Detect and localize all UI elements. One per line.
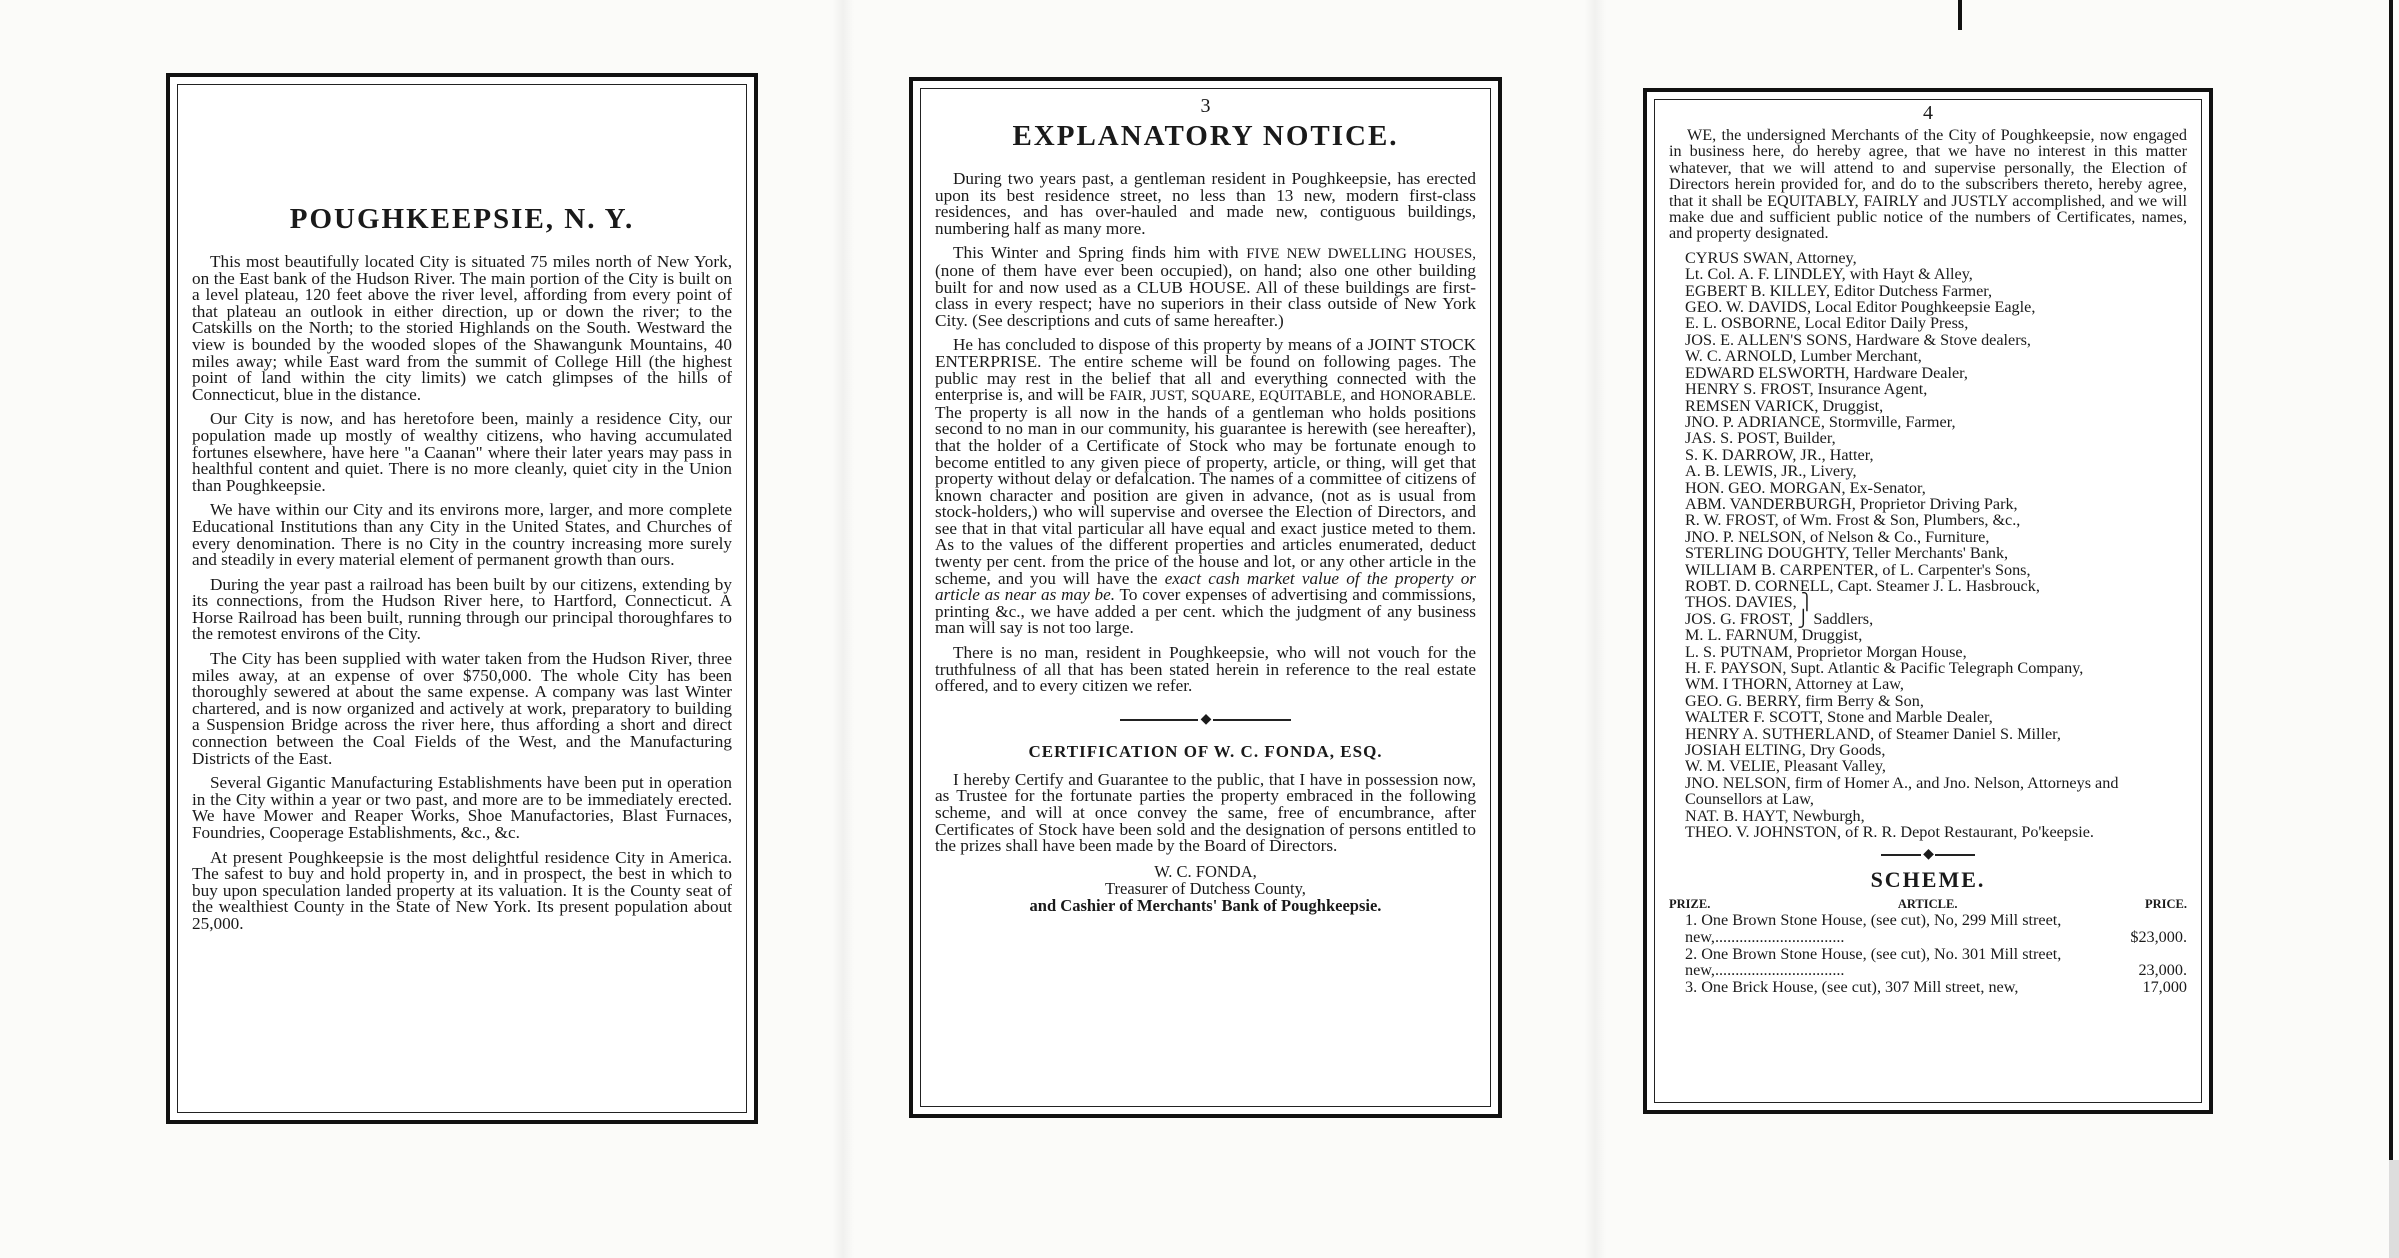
signature-line: Treasurer of Dutchess County, [1105,878,1306,898]
list-item: WILLIAM B. CARPENTER, of L. Carpenter's Sons, [1685,560,2031,579]
signature-line: and Cashier of Merchants' Bank of Poughkeepsie. [1029,895,1382,915]
fold-shadow-right [1584,0,1606,1258]
price-cell: 17,000 [2142,977,2187,996]
list-item: GEO. W. DAVIDS, Local Editor Poughkeepsie Eagle, [1685,298,2036,317]
price-cell: 23,000. [2138,961,2187,980]
text-run: and [1350,385,1376,405]
article-cell: 1. One Brown Stone House, (see cut), No, 299 Mill street, new,................................ [1685,911,2062,947]
page-edge-tab [2389,1160,2399,1258]
paragraph: WE, the undersigned Merchants of the City of Poughkeepsie, now engaged in business here, do hereby agree, that we have no interest in this matter whatever, that we will attend to and supervise personally, the Election of Directors herein provided for, and do to the subscribers thereto, hereby agree, that it shall be EQUITABLY, FAIRLY and JUSTLY accomplished, and we will make due and sufficient public notice of the numbers of Certificates, names, and property designated. [1669,126,2187,243]
emphasis-text: FIVE NEW DWELLING HOUSES, [1246,246,1477,263]
paragraph [935,245,1476,329]
list-item: M. L. FARNUM, Druggist, [1685,626,1863,645]
list-item: GEO. G. BERRY, firm Berry & Son, [1685,691,1924,710]
text-run: This Winter and Spring finds him with [953,243,1239,263]
list-item: R. W. FROST, of Wm. Frost & Son, Plumbers, &c., [1685,511,2021,530]
list-item: ABM. VANDERBURGH, Proprietor Driving Park, [1685,494,2018,513]
list-item: W. M. VELIE, Pleasant Valley, [1685,757,1886,776]
column-header: ARTICLE. [1897,897,1958,912]
fold-shadow-left [832,0,854,1258]
list-item: STERLING DOUGHTY, Teller Merchants' Bank, [1685,544,2009,563]
column-header: PRIZE. [1669,897,1711,912]
ornament-divider: ◆ [1669,846,2187,863]
list-item: JAS. S. POST, Builder, [1685,429,1836,448]
paragraph: This most beautifully located City is situated 75 miles north of New York, on the East bank of the Hudson River. The main portion of the City is built on a level plateau, 120 feet above the river level, affording from every point of that plateau an outlook in either direction, up or down the river; to the Catskills on the North; to the storied Highlands on the South. Westward the view is bounded by the wooded slopes of the Shawangunk Mountains, 40 miles away; while East ward from the summit of College Hill (the highest point of land within the city limits) we catch glimpses of the hills of Connecticut, blue in the distance. [192,252,732,404]
list-item: CYRUS SWAN, Attorney, [1685,248,1857,267]
list-item: L. S. PUTNAM, Proprietor Morgan House, [1685,642,1967,661]
list-item: JNO. P. ADRIANCE, Stormville, Farmer, [1685,412,1956,431]
signature-name: W. C. FONDA, [1154,861,1257,881]
list-item: REMSEN VARICK, Druggist, [1685,396,1884,415]
list-item: JNO. P. NELSON, of Nelson & Co., Furniture, [1685,527,1990,546]
page-edge-right [2389,0,2393,1258]
page-number: 4 [1923,102,1933,124]
section-title: SCHEME. [1870,867,1986,893]
list-item: Lt. Col. A. F. LINDLEY, with Hayt & Alley, [1685,265,1973,284]
page-title: EXPLANATORY NOTICE. [1012,120,1399,152]
list-item: HENRY S. FROST, Insurance Agent, [1685,380,1928,399]
article-cell: 2. One Brown Stone House, (see cut), No. 301 Mill street, new,................................ [1685,944,2062,980]
article-cell: 3. One Brick House, (see cut), 307 Mill street, new, [1685,977,2019,996]
paragraph [935,337,1476,637]
paragraph: There is no man, resident in Poughkeepsie, who will not vouch for the truthfulness of all that has been stated herein in reference to the real estate offered, and to every citizen we refer. [935,643,1476,696]
emphasis-text: FAIR, JUST, SQUARE, EQUITABLE, [1109,388,1346,405]
list-item: H. F. PAYSON, Supt. Atlantic & Pacific Telegraph Company, [1685,659,2084,677]
paragraph: At present Poughkeepsie is the most delightful residence City in America. The safest to buy and hold property in, and in prospect, the best in which to buy upon speculation landed property at its valuation. It is the County seat of the wealthiest County in the State of New York. Its present population about 25,000. [192,847,732,933]
scheme-header [1669,897,2187,912]
list-item: NAT. B. HAYT, Newburgh, [1685,806,1865,825]
scheme-row [1669,946,2187,979]
list-item: EDWARD ELSWORTH, Hardware Dealer, [1685,363,1968,382]
scheme-row [1669,979,2187,996]
text-run: He has concluded to dispose of this property by means of a JOINT STOCK ENTERPRISE. The entire scheme will be found on following pages. The public may rest in the belief that all and everything connected with the enterprise is, and will be [935,335,1476,405]
list-item: EGBERT B. KILLEY, Editor Dutchess Farmer, [1685,281,1993,300]
paragraph: The City has been supplied with water taken from the Hudson River, three miles away, at an expense of over $750,000. The whole City has been thoroughly sewered at about the same expense. A company was last Winter chartered, and is now organized and actively at work, preparatory to building a Suspension Bridge across the river here, thus affording a short and direct connection between the Coal Fields of the West, and the Manufacturing Districts of the East. [192,649,732,768]
page-edge-mid [1958,0,1962,30]
list-item: WALTER F. SCOTT, Stone and Marble Dealer, [1685,708,1993,727]
list-item: WM. I THORN, Attorney at Law, [1685,675,1904,694]
paragraph: I hereby Certify and Guarantee to the public, that I have in possession now, as Trustee for the fortunate parties the property embraced in the following scheme, and will at once convey the same, free of encumbrance, after Certificates of Stock have been sold and the designation of persons entitled to the prizes shall have been made by the Board of Directors. [935,769,1476,856]
page-poughkeepsie [166,73,758,1124]
paragraph: We have within our City and its environs more, larger, and more complete Educational Institutions than any City in the United States, and Churches of every denomination. There is no City in the country increasing more surely and steadily in every material element of permanent growth than ours. [192,500,732,570]
ornament-divider: ◆ [935,711,1476,728]
text-run: (none of them have ever been occupied), on hand; also one other building built for and now used as a CLUB HOUSE. All of these buildings are first-class in every respect; have no superiors in their class outside of New York City. (See descriptions and cuts of same hereafter.) [935,260,1476,330]
text-run: The property is all now in the hands of a gentleman who holds positions second to no man in our community, his guarantee is herewith (see hereafter), that the holder of a Certificate of Stock who may be fortunate enough to become entitled to any given piece of property, article, or thing, will get that property without delay or defalcation. The names of a committee of citizens of known character and position are given in advance, (not as is usual from stock-holders,) who will supervise and oversee the Election of Directors, and see that in that vital particular all have equal and exact justice meted to them. As to the values of the different properties and articles enumerated, deduct twenty per cent. from the price of the house and lot, or any other article in the scheme, and you will have the [935,402,1476,588]
list-item: S. K. DARROW, JR., Hatter, [1685,445,1874,464]
list-item: ROBT. D. CORNELL, Capt. Steamer J. L. Hasbrouck, [1685,576,2040,595]
list-item: JOS. E. ALLEN'S SONS, Hardware & Stove dealers, [1685,330,2031,349]
text-run: To cover expenses of advertising and commissions, printing &c., we have added a per cent. which the judgment of any business man will say is not too large. [935,585,1476,638]
section-title: CERTIFICATION OF W. C. FONDA, ESQ. [1028,741,1383,761]
list-item: THEO. V. JOHNSTON, of R. R. Depot Restaurant, Po'keepsie. [1685,823,2094,842]
list-item: E. L. OSBORNE, Local Editor Daily Press, [1685,314,1969,333]
column-header: PRICE. [2144,897,2187,912]
paragraph: During two years past, a gentleman resident in Poughkeepsie, has erected upon its best residence street, no less than 13 new, modern first-class residences, and has over-hauled and made new, contiguous buildings, numbering half as many more. [935,169,1476,238]
page-number: 3 [1200,95,1211,117]
list-item: JOSIAH ELTING, Dry Goods, [1685,741,1886,760]
page-merchants-scheme [1643,88,2213,1114]
price-cell: $23,000. [2130,928,2187,947]
scheme-row [1669,912,2187,945]
paragraph: Several Gigantic Manufacturing Establishments have been put in operation in the City within a year or two past, and more are to be immediately erected. We have Mower and Reaper Works, Shoe Manufactories, Blast Furnaces, Foundries, Cooperage Establishments, &c., &c. [192,773,732,842]
italic-text: exact cash market value of the property or article as near as may be. [935,568,1476,605]
paragraph: Our City is now, and has heretofore been, mainly a residence City, our population made up mostly of wealthy citizens, who having accumulated fortunes elsewhere, have here "a Caanan" where their later years may pass in healthful content and quiet. There is no more cleanly, quiet city in the Union than Poughkeepsie. [192,409,732,495]
merchant-list [1669,250,2187,841]
list-item: THOS. DAVIES, ⎫ [1685,593,1813,612]
page-title: POUGHKEEPSIE, N. Y. [289,203,635,235]
emphasis-text: HONORABLE. [1379,388,1477,405]
list-item: JOS. G. FROST, ⎭ Saddlers, [1685,609,1874,628]
list-item: HENRY A. SUTHERLAND, of Steamer Daniel S. Miller, [1685,724,2061,743]
list-item: HON. GEO. MORGAN, Ex-Senator, [1685,478,1926,497]
paragraph: During the year past a railroad has been built by our citizens, extending by its connections, from the Hudson River here, to Hartford, Connecticut. A Horse Railroad has been built, running through our principal thoroughfares to the remotest environs of the City. [192,574,732,644]
list-item: A. B. LEWIS, JR., Livery, [1685,462,1857,481]
page-explanatory-notice [909,77,1502,1118]
list-item: JNO. NELSON, firm of Homer A., and Jno. Nelson, Attorneys and Counsellors at Law, [1685,773,2119,809]
list-item: W. C. ARNOLD, Lumber Merchant, [1685,347,1922,366]
